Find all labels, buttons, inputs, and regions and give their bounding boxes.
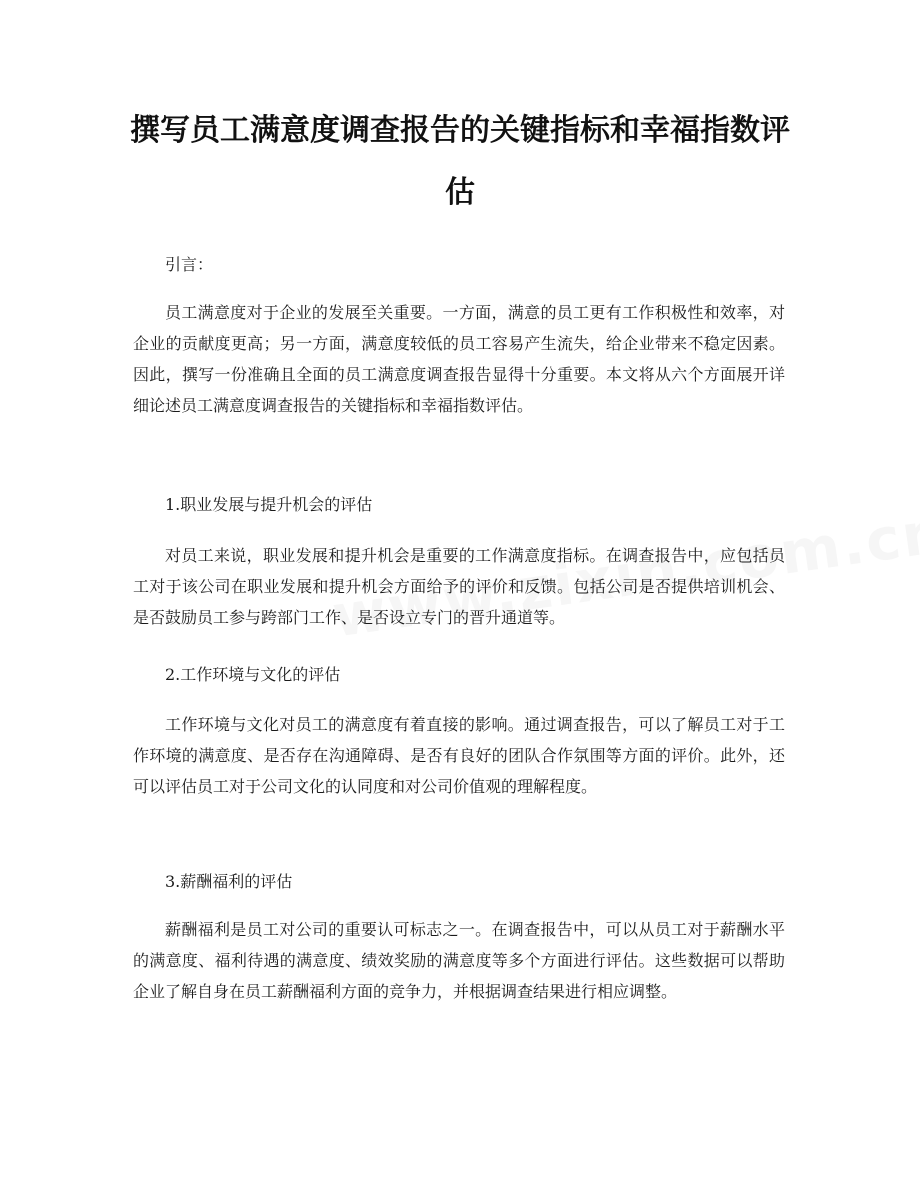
section-heading-2: 2.工作环境与文化的评估	[165, 665, 341, 684]
intro-paragraph: 员工满意度对于企业的发展至关重要。一方面，满意的员工更有工作积极性和效率，对企业的贡献度更高；另一方面，满意度较低的员工容易产生流失，给企业带来不稳定因素。因此，撰写一份准确且全面的员工满意度调查报告显得十分重要。本文将从六个方面展开详细论述员工满意度调查报告的关键指标和幸福指数评估。	[133, 303, 785, 415]
intro-label: 引言：	[165, 255, 214, 274]
section-paragraph-1: 对员工来说，职业发展和提升机会是重要的工作满意度指标。在调查报告中，应包括员工对于该公司在职业发展和提升机会方面给予的评价和反馈。包括公司是否提供培训机会、是否鼓励员工参与跨部门工作、是否设立专门的晋升通道等。	[133, 546, 785, 627]
section-heading-1: 1.职业发展与提升机会的评估	[165, 495, 373, 514]
section-heading-3: 3.薪酬福利的评估	[165, 872, 293, 891]
document-title: 撰写员工满意度调查报告的关键指标和幸福指数评估	[130, 113, 790, 210]
section-paragraph-2: 工作环境与文化对员工的满意度有着直接的影响。通过调查报告，可以了解员工对于工作环境的满意度、是否存在沟通障碍、是否有良好的团队合作氛围等方面的评价。此外，还可以评估员工对于公司文化的认同度和对公司价值观的理解程度。	[133, 715, 785, 796]
section-paragraph-3: 薪酬福利是员工对公司的重要认可标志之一。在调查报告中，可以从员工对于薪酬水平的满意度、福利待遇的满意度、绩效奖励的满意度等多个方面进行评估。这些数据可以帮助企业了解自身在员工薪酬福利方面的竞争力，并根据调查结果进行相应调整。	[133, 920, 785, 1001]
